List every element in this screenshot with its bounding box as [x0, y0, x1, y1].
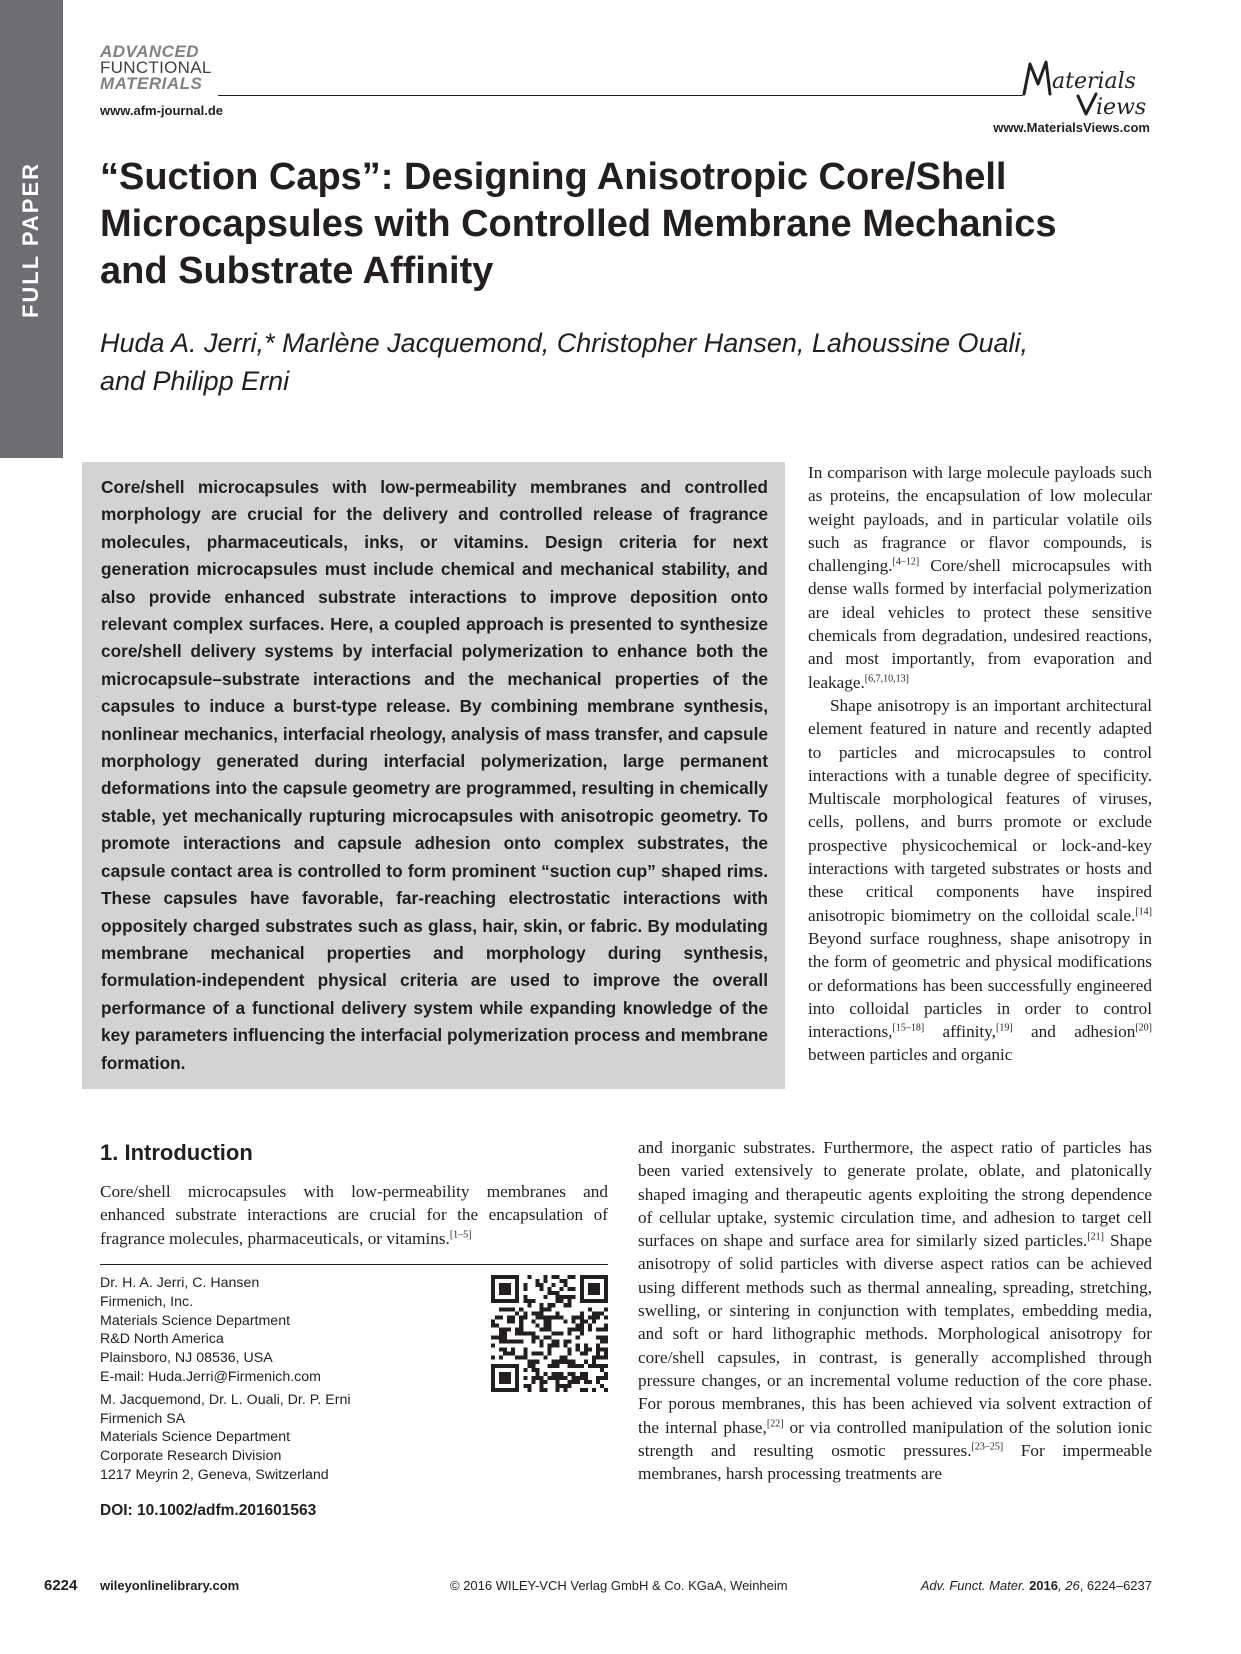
svg-text:iews: iews — [1096, 95, 1147, 120]
affiliation-line: R&D North America — [100, 1331, 224, 1348]
body-text-span: For impermeable membranes, harsh processing treatments are — [638, 1440, 1152, 1484]
abstract-text: Core/shell microcapsules with low-permeability membranes and controlled morphology are crucial for the delivery and controlled release of fragrance molecules, pharmaceuticals, inks, or vitamins. Design criteria for next generation microcapsules must include chemical and mechanical stability, and also provide enhanced substrate interactions to improve deposition onto relevant complex surfaces. Here, a coupled approach is presented to synthesize core/shell delivery systems by interfacial polymerization to enhance both the microcapsule–substrate interactions and the mechanical properties of the capsules to induce a burst-type release. By combining membrane synthesis, nonlinear mechanics, interfacial rheology, analysis of mass transfer, and capsule morphology generated during interfacial polymerization, large permanent deformations into the capsule geometry are programmed, resulting in chemically stable, yet mechanically rupturing microcapsules with anisotropic geometry. To promote interactions and capsule adhesion onto complex substrates, the capsule contact area is controlled to form prominent “suction cup” shaped rims. These capsules have favorable, far-reaching electrostatic interactions with oppositely charged substrates such as glass, hair, skin, or fabric. By modulating membrane mechanical properties and morphology during synthesis, formulation-independent physical criteria are used to improve the overall performance of a functional delivery system while expanding knowledge of the key parameters influencing the interfacial polymerization process and membrane formation. — [101, 477, 768, 1073]
body-paragraph — [808, 461, 1152, 694]
citation-journal: Adv. Funct. Mater. — [920, 1578, 1026, 1593]
body-column-right-bottom — [638, 1136, 1152, 1485]
affiliation-group — [100, 1391, 480, 1485]
affiliation-line: Firmenich, Inc. — [100, 1293, 194, 1310]
body-text-span: Core/shell microcapsules with low-permeability membranes and enhanced substrate interactions are crucial for the encapsulation of fragrance molecules, pharmaceuticals, or vitamins. — [100, 1182, 608, 1248]
footer-copyright: © 2016 WILEY-VCH Verlag GmbH & Co. KGaA, Weinheim — [450, 1578, 788, 1593]
citation-ref[interactable]: [20] — [1135, 1022, 1152, 1034]
body-text-span: and adhesion — [1012, 1022, 1136, 1042]
affiliation-line: Materials Science Department — [100, 1429, 291, 1446]
page-number: 6224 — [44, 1577, 78, 1594]
affiliation-line: 1217 Meyrin 2, Geneva, Switzerland — [100, 1466, 329, 1483]
qr-code-image — [491, 1275, 608, 1392]
body-paragraph — [100, 1180, 608, 1250]
affiliation-group — [100, 1274, 480, 1387]
affiliation-rule — [100, 1264, 608, 1265]
journal-logo-line-1: ADVANCED — [100, 42, 200, 61]
affiliation-line: M. Jacquemond, Dr. L. Ouali, Dr. P. Erni — [100, 1391, 351, 1408]
body-text-span: Core/shell microcapsules with dense walls formed by interfacial polymerization are ideal vehicles to protect these sensitive chemicals from degradation, undesired reactions, and most importantly, from evaporation and leakage. — [808, 556, 1152, 692]
citation-ref[interactable]: [22] — [766, 1417, 784, 1429]
footer-citation: Adv. Funct. Mater. 2016, 26, 6224–6237 — [920, 1578, 1152, 1593]
citation-ref[interactable]: [15–18] — [892, 1022, 925, 1034]
svg-text:aterials: aterials — [1052, 69, 1136, 94]
body-paragraph — [638, 1136, 1152, 1485]
affiliation-line: Plainsboro, NJ 08536, USA — [100, 1350, 273, 1367]
body-paragraph — [808, 694, 1152, 1067]
paper-authors — [100, 324, 1100, 400]
citation-volume: 26 — [1065, 1578, 1080, 1593]
affiliations — [100, 1274, 480, 1489]
footer-site-link[interactable]: wileyonlinelibrary.com — [100, 1578, 240, 1593]
header-rule — [218, 95, 1023, 96]
affiliation-email[interactable]: E-mail: Huda.Jerri@Firmenich.com — [100, 1368, 321, 1385]
qr-modules — [491, 1275, 608, 1392]
publisher-url[interactable]: www.MaterialsViews.com — [993, 120, 1150, 135]
affiliation-line: Dr. H. A. Jerri, C. Hansen — [100, 1275, 260, 1291]
journal-url[interactable]: www.afm-journal.de — [100, 103, 224, 118]
body-text-span: affinity, — [924, 1022, 996, 1042]
citation-ref[interactable]: [14] — [1135, 905, 1152, 917]
body-text-span: or via controlled manipulation of the solution ionic strength and resulting osmotic pressures. — [638, 1417, 1152, 1460]
citation-pages: , 6224–6237 — [1079, 1578, 1152, 1593]
qr-code[interactable] — [491, 1275, 608, 1392]
citation-ref[interactable]: [4–12] — [892, 556, 920, 568]
paper-title: “Suction Caps”: Designing Anisotropic Core/Shell Microcapsules with Controlled Membrane Mechanics and Substrate Affinity — [100, 156, 1057, 292]
section-heading-introduction: 1. Introduction — [100, 1140, 253, 1165]
body-text-span: Shape anisotropy is an important architectural element featured in nature and recently adapted to particles and microcapsules to control interactions with a tunable degree of specificity. Multiscale morphological features of viruses, cells, pollens, and burrs promote or exclude prospective physicochemical or lock-and-key interactions with targeted substrates or hosts and these critical components have inspired anisotropic biomimetry on the colloidal scale. — [808, 695, 1152, 925]
authors-line-2: and Philipp Erni — [100, 366, 290, 396]
section-side-tab-label: FULL PAPER — [18, 161, 43, 319]
body-text-span: In comparison with large molecule payloads such as proteins, the encapsulation of low molecular weight payloads, and in particular volatile oils such as fragrance or flavor compounds, is challenging. — [808, 463, 1152, 576]
citation-ref[interactable]: [19] — [995, 1022, 1013, 1034]
materials-views-logo-image — [1020, 50, 1155, 120]
introduction-text — [100, 1180, 608, 1250]
affiliation-line: Firmenich SA — [100, 1410, 186, 1427]
citation-ref[interactable]: [6,7,10,13] — [864, 672, 909, 684]
section-side-tab — [0, 0, 63, 458]
body-text-span: and inorganic substrates. Furthermore, the aspect ratio of particles has been varied extensively to generate prolate, oblate, and platonically shaped imaging and therapeutic agents exploiting the strong dependence of cellular uptake, systemic circulation time, and adhesion to target cell surfaces on shape and surface area for similarly sized particles. — [638, 1138, 1152, 1251]
body-text-span: Shape anisotropy of solid particles with diverse aspect ratios can be achieved using different methods such as thermal annealing, spreading, stretching, swelling, or sintering in conjunction with templates, embedding media, and soft or hard lithographic methods. Morphological anisotropy for core/shell capsules, in contrast, is generally accomplished through pressure changes, or an incremental volume reduction of the core phase. For porous membranes, this has been achieved via solvent extraction of the internal phase, — [638, 1231, 1152, 1437]
journal-logo-line-3: MATERIALS — [100, 74, 203, 93]
affiliation-line: Corporate Research Division — [100, 1448, 282, 1465]
affiliation-line: Materials Science Department — [100, 1312, 291, 1329]
doi[interactable]: DOI: 10.1002/adfm.201601563 — [100, 1502, 317, 1519]
citation-year: 2016 — [1029, 1578, 1058, 1593]
journal-logo — [100, 44, 212, 92]
body-text-span: between particles and organic — [808, 1045, 1013, 1065]
authors-line-1: Huda A. Jerri,* Marlène Jacquemond, Christopher Hansen, Lahoussine Ouali, — [100, 328, 1028, 358]
abstract-box — [82, 462, 785, 1089]
citation-ref[interactable]: [23–25] — [971, 1441, 1004, 1453]
citation-ref[interactable]: [1–5] — [449, 1228, 472, 1240]
citation-ref[interactable]: [21] — [1087, 1231, 1104, 1243]
body-column-right-top — [808, 461, 1152, 1067]
journal-logo-line-2: FUNCTIONAL — [100, 58, 212, 77]
body-text-span: Beyond surface roughness, shape anisotropy in the form of geometric and physical modifications or deformations has been successfully engineered into colloidal particles in order to control interactions, — [808, 928, 1152, 1042]
materials-views-logo — [1020, 50, 1155, 120]
